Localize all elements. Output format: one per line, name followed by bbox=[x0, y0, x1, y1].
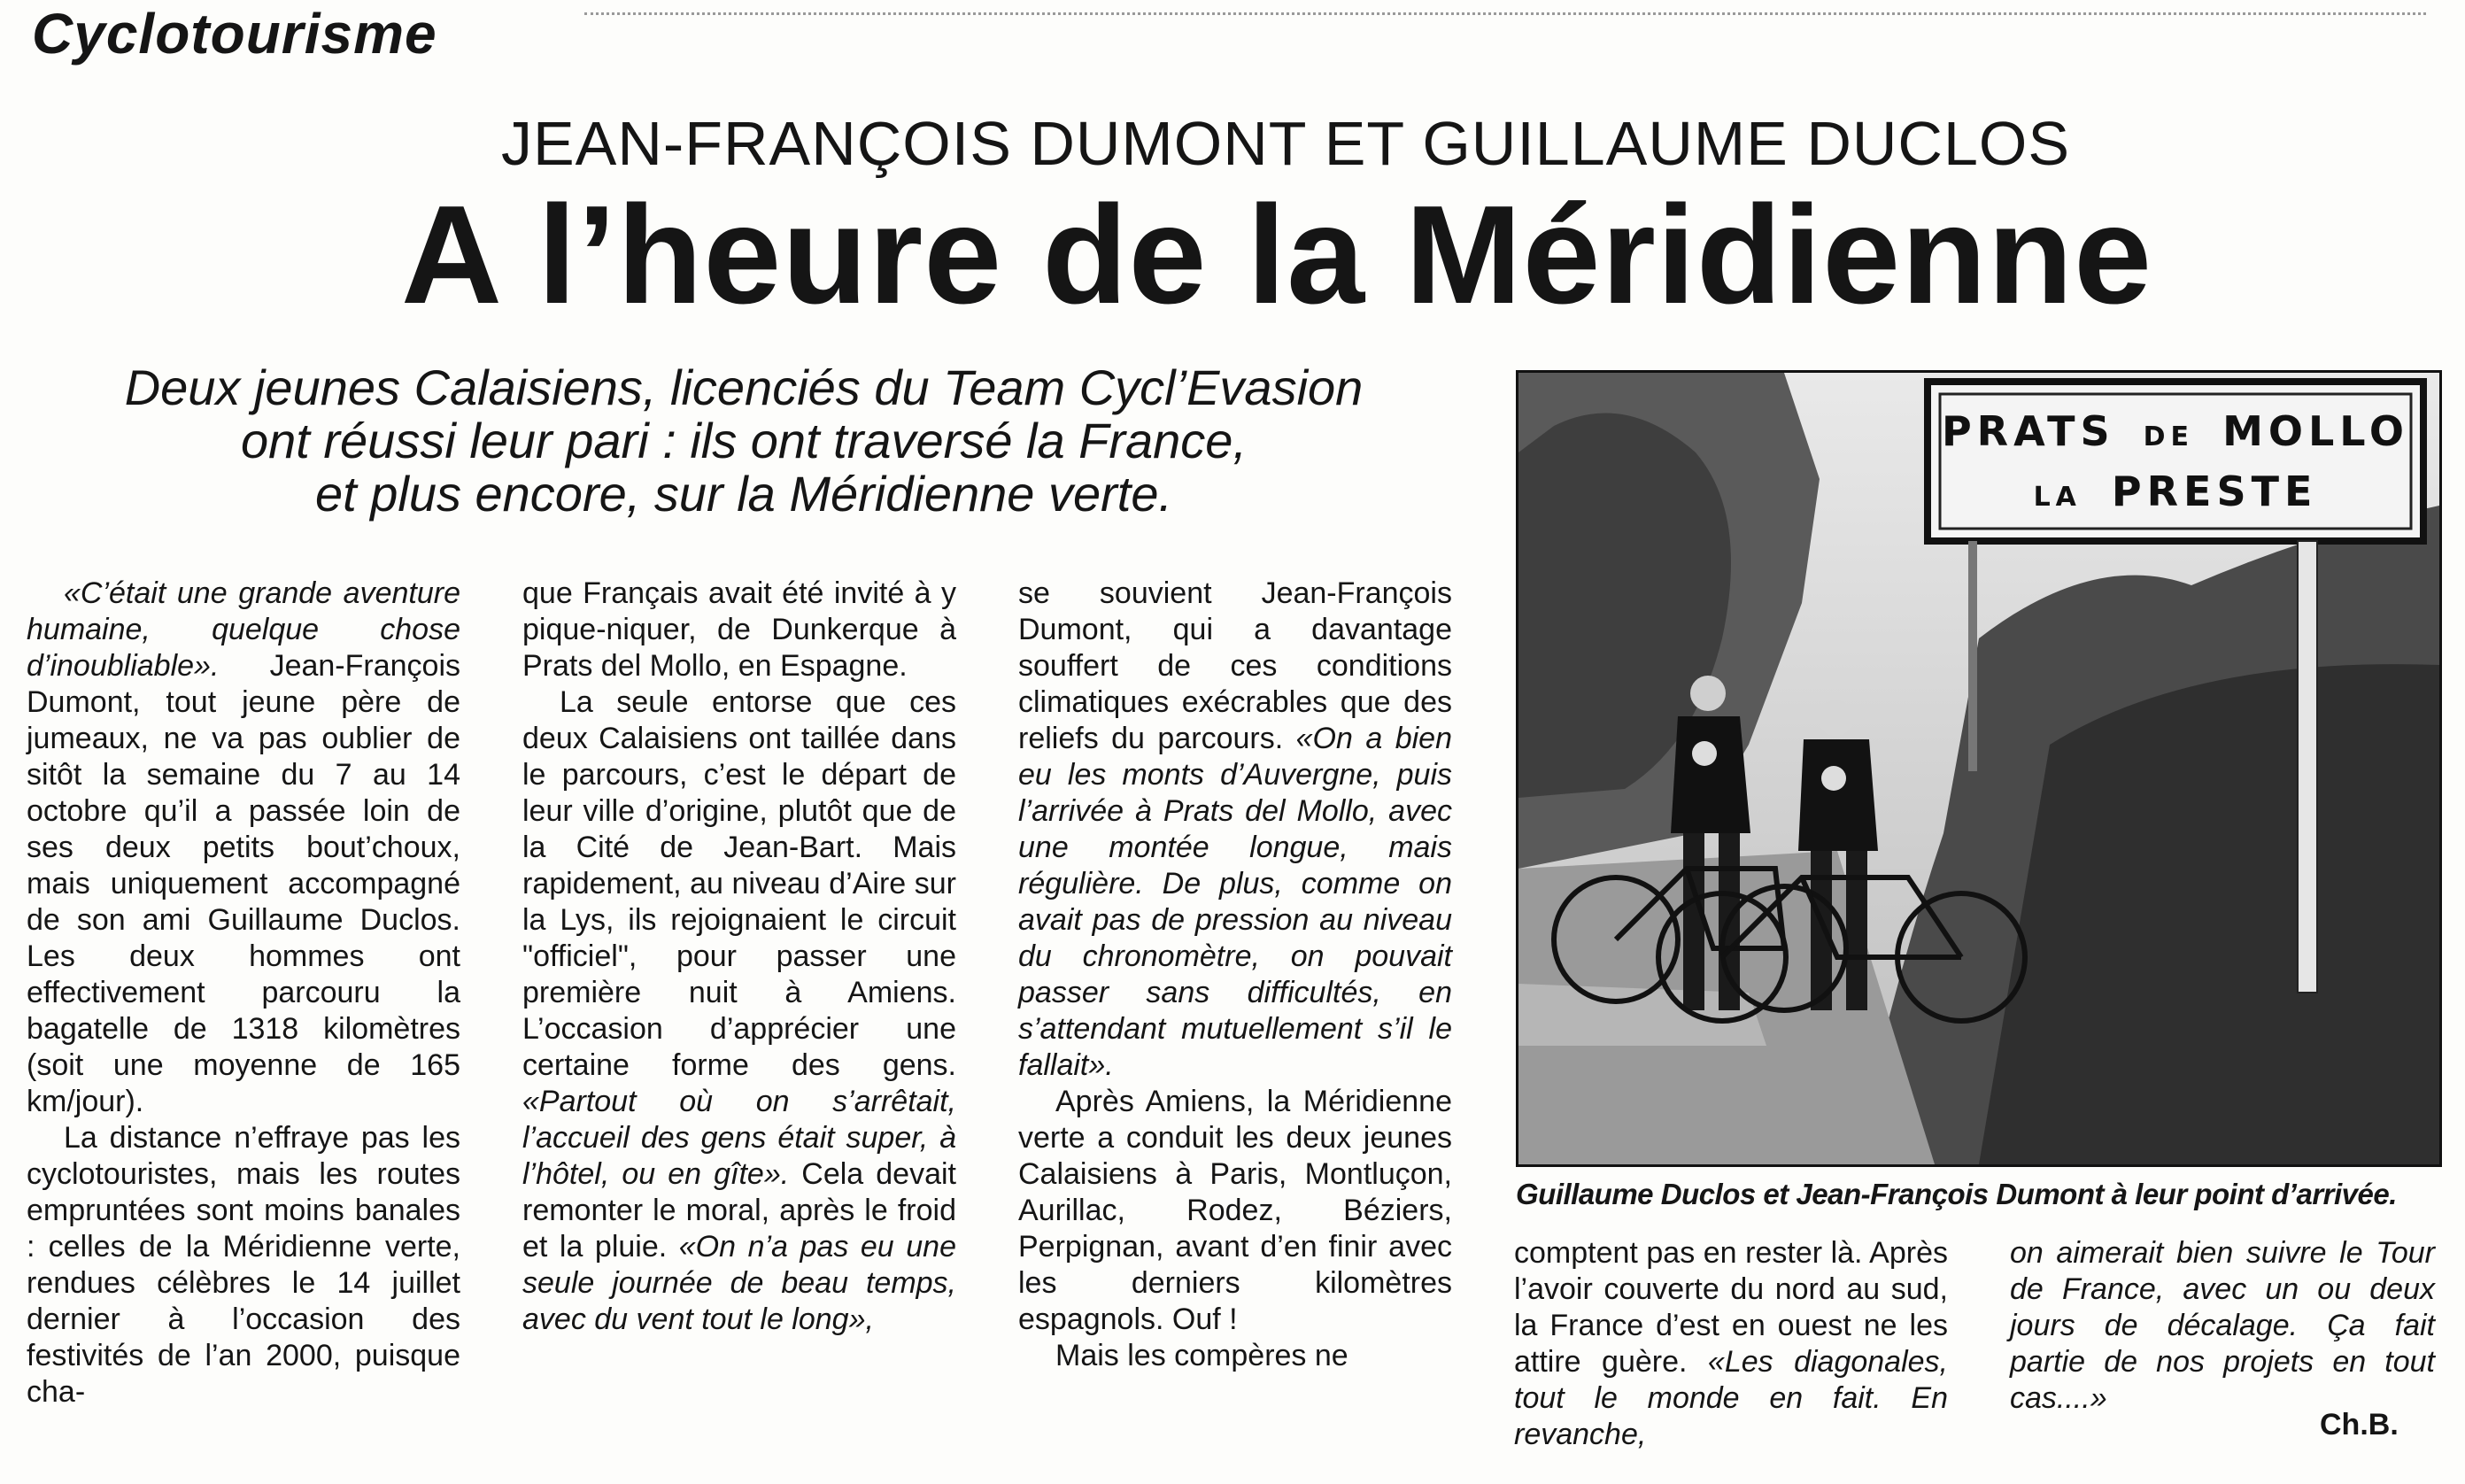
article-headline: A l’heure de la Méridienne bbox=[400, 177, 2153, 333]
article-standfirst bbox=[27, 361, 1461, 521]
cyclists-photo-illustration bbox=[1518, 373, 2439, 1164]
article-photo bbox=[1516, 370, 2442, 1167]
sign-text-prats: PRATS bbox=[1941, 407, 2115, 455]
paragraph: comptent pas en rester là. Après l’avoir couverte du nord au sud, la France d’est en ouest ne les attire guère. «Les diagonales, tout le monde en fait. En revanche, bbox=[1514, 1236, 1949, 1451]
paragraph: La seule entorse que ces deux Calaisiens ont taillée dans le parcours, c’est le départ de leur ville d’origine, plutôt que de la Cité de Jean-Bart. Mais rapidement, au niveau d’Aire sur la Lys, ils rejoignaient le circuit "officiel", pour passer une première nuit à Amiens. L’occasion d’apprécier une certaine forme des gens. «Partout où on s’arrêtait, l’accueil des gens était super, à l’hôtel, ou en gîte». Cela devait remonter le moral, après le froid et la pluie. «On n’a pas eu une seule journée de beau temps, avec du vent tout le long», bbox=[522, 685, 956, 1336]
paragraph: Mais les compères ne bbox=[1055, 1339, 1348, 1372]
paragraph: on aimerait bien suivre le Tour de France, avec un ou deux jours de décalage. Ça fait partie de nos projets en tout cas....» bbox=[2010, 1236, 2435, 1415]
text-column-4 bbox=[1514, 1235, 1948, 1453]
sign-text-de: DE bbox=[2143, 421, 2195, 452]
paragraph: se souvient Jean-François Dumont, qui a davantage souffert de ces conditions climatiques exécrables que des reliefs du parcours. «On a bien eu les monts d’Auvergne, puis l’arrivée à Prats del Mollo, avec une montée longue, mais régulière. De plus, comme on avait pas de pression au niveau du chronomètre, on pouvait passer sans difficultés, en s’attendant mutuellement s’il le fallait». bbox=[1018, 576, 1452, 1082]
sign-text-preste: PRESTE bbox=[2111, 468, 2318, 515]
text-column-3 bbox=[1018, 576, 1452, 1374]
paragraph: La distance n’effraye pas les cyclotouristes, mais les routes empruntées sont moins banales : celles de la Méridienne verte, rendues célèbres le 14 juillet dernier à l’occasion des festivités de l’an 2000, puisque cha- bbox=[27, 1121, 460, 1409]
text-column-2 bbox=[522, 576, 956, 1338]
standfirst-line-2: ont réussi leur pari : ils ont traversé la France, bbox=[240, 413, 1248, 468]
article-kicker: JEAN-FRANÇOIS DUMONT ET GUILLAUME DUCLOS bbox=[500, 109, 2071, 178]
photo-caption: Guillaume Duclos et Jean-François Dumont à leur point d’arrivée. bbox=[1516, 1178, 2397, 1210]
paragraph: que Français avait été invité à y pique-niquer, de Dunkerque à Prats del Mollo, en Espagne. bbox=[522, 576, 956, 683]
rubric-divider bbox=[584, 12, 2426, 15]
standfirst-line-3: et plus encore, sur la Méridienne verte. bbox=[314, 466, 1173, 522]
paragraph: «C’était une grande aventure humaine, quelque chose d’inoubliable». Jean-François Dumont, tout jeune père de jumeaux, ne va pas oublier de sitôt la semaine du 7 au 14 octobre qu’il a passée loin de ses deux petits bout’choux, mais uniquement accompagné de son ami Guillaume Duclos. Les deux hommes ont effectivement parcouru la bagatelle de 1318 kilomètres (soit une moyenne de 165 km/jour). bbox=[27, 576, 460, 1118]
paragraph: Après Amiens, la Méridienne verte a conduit les deux jeunes Calaisiens à Paris, Montluçon, Aurillac, Rodez, Béziers, Perpignan, avant d’en finir avec les derniers kilomètres espagnols. Ouf ! bbox=[1018, 1085, 1452, 1336]
text-column-5 bbox=[2010, 1235, 2435, 1417]
author-signature: Ch.B. bbox=[2320, 1408, 2399, 1441]
standfirst-line-1: Deux jeunes Calaisiens, licenciés du Team Cycl’Evasion bbox=[124, 359, 1364, 415]
sign-text-la: LA bbox=[2033, 482, 2082, 513]
text-column-1 bbox=[27, 576, 460, 1411]
sign-text-mollo: MOLLO bbox=[2222, 407, 2410, 455]
section-rubric: Cyclotourisme bbox=[32, 2, 437, 66]
